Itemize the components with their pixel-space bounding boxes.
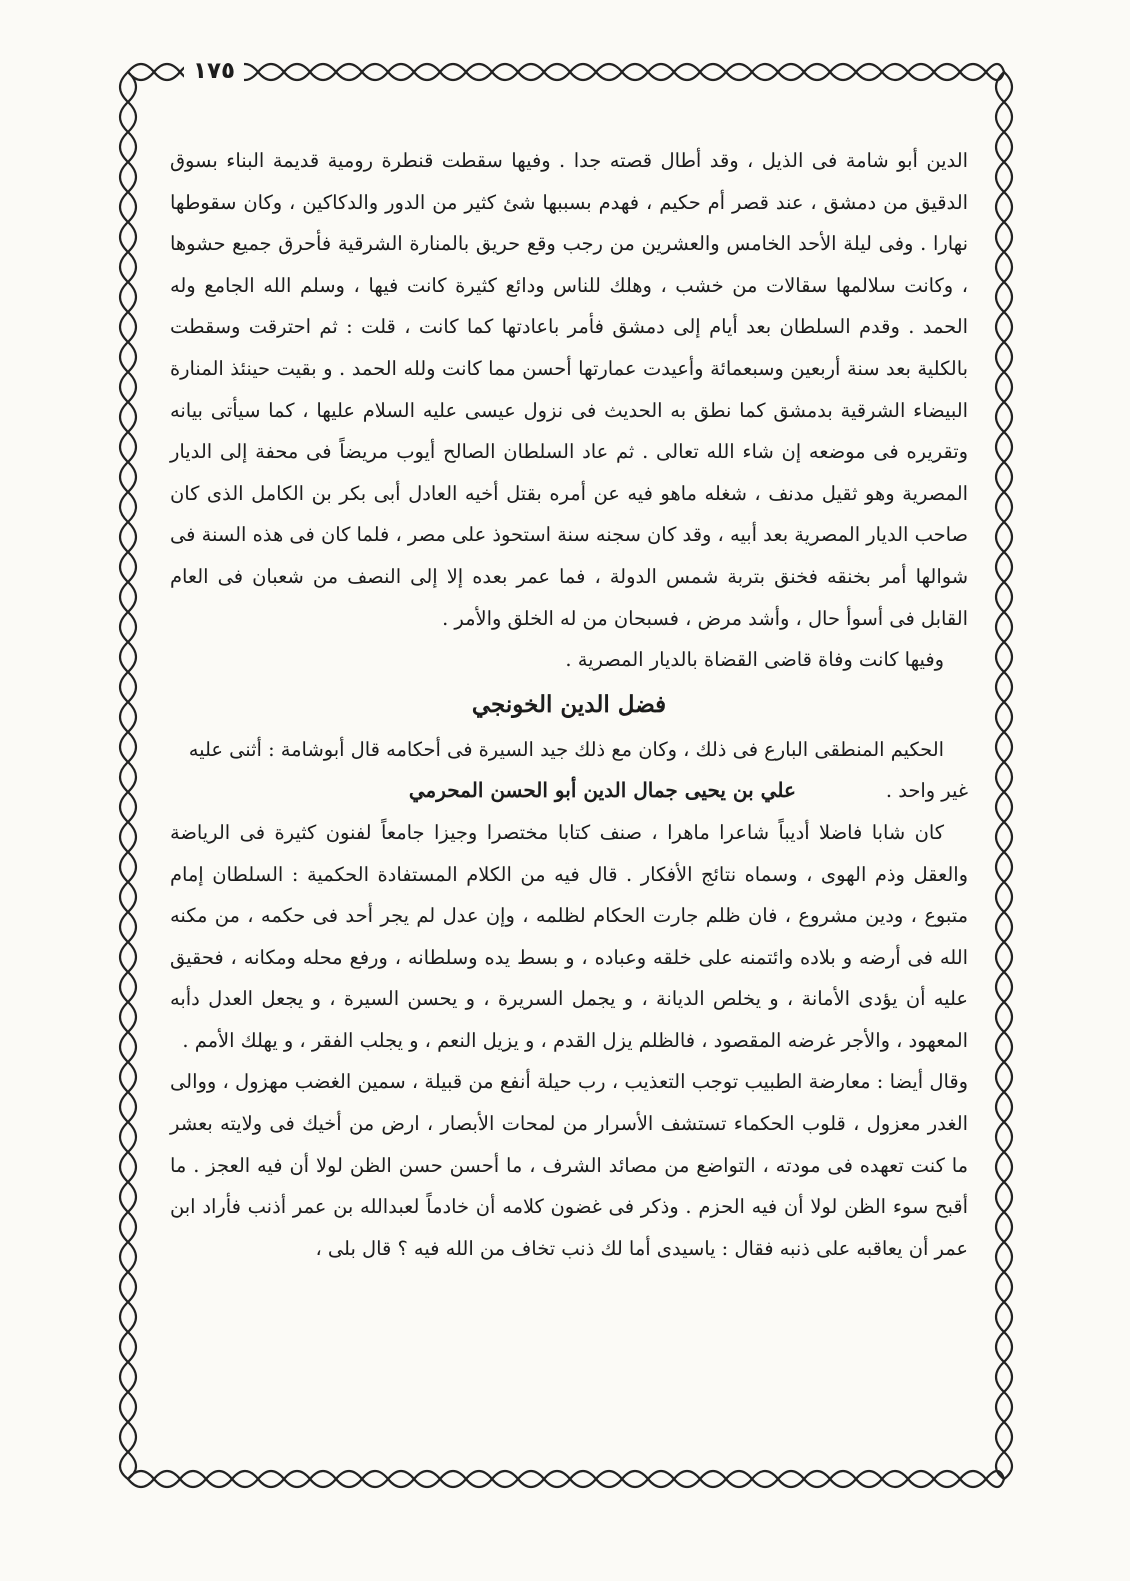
body-paragraph: كان شابا فاضلا أديباً شاعرا ماهرا ، صنف كتابا مختصرا وجيزا جامعاً لفنون كثيرة فى الرياضة والعقل وذم الهوى ، وسماه نتائج الأفكار . قال فيه من الكلام المستفادة الحكمية : السلطان إمام متبوع ، ودين مشروع ، فان ظلم جارت الحكام لظلمه ، وإن عدل لم يجر أحد فى حكمه ، من مكنه الله فى أرضه و بلاده وائتمنه على خلقه وعباده ، و بسط يده وسلطانه ، ورفع محله ومكانه ، فحقيق عليه أن يؤدى الأمانة ، و يخلص الديانة ، و يجمل السريرة ، و يحسن السيرة ، و يجعل العدل دأبه المعهود ، والأجر غرضه المقصود ، فالظلم يزل القدم ، و يزيل النعم ، و يجلب الفقر ، و يهلك الأمم . [170,820,968,1052]
split-line [170,770,968,812]
body-paragraph: الحكيم المنطقى البارع فى ذلك ، وكان مع ذلك جيد السيرة فى أحكامه قال أبوشامة : أثنى عليه [188,737,944,761]
page-number: ١٧٥ [184,56,244,86]
body-paragraph: وفيها كانت وفاة قاضى القضاة بالديار المصرية . [565,648,944,672]
line-tail-text: غير واحد . [885,779,968,803]
biography-subheading: علي بن يحيى جمال الدين أبو الحسن المحرمي [408,778,796,803]
body-paragraph: الدين أبو شامة فى الذيل ، وقد أطال قصته جدا . وفيها سقطت قنطرة رومية قديمة البناء بسوق الدقيق من دمشق ، عند قصر أم حكيم ، فهدم بسببها شئ كثير من الدور والدكاكين ، وكان سقوطها نهارا . وفى ليلة الأحد الخامس والعشرين من رجب وقع حريق بالمنارة الشرقية فأحرق جميع حشوها ، وكانت سلالمها سقالات من خشب ، وهلك للناس ودائع كثيرة كانت فيها ، وسلم الله الجامع وله الحمد . وقدم السلطان بعد أيام إلى دمشق فأمر باعادتها كما كانت ، قلت : ثم احترقت وسقطت بالكلية بعد سنة أربعين وسبعمائة وأعيدت عمارتها أحسن مما كانت ولله الحمد . و بقيت حينئذ المنارة البيضاء الشرقية بدمشق كما نطق به الحديث فى نزول عيسى عليه السلام عليها ، كما سيأتى بيانه وتقريره فى موضعه إن شاء الله تعالى . ثم عاد السلطان الصالح أيوب مريضاً فى محفة إلى الديار المصرية وهو ثقيل مدنف ، شغله ماهو فيه عن أمره بقتل أخيه العادل أبى بكر بن الكامل الذى كان صاحب الديار المصرية بعد أبيه ، وقد كان سجنه سنة استحوذ على مصر ، فلما كان فى هذه السنة فى شوالها أمر بخنقه فخنق بتربة شمس الدولة ، فما عمر بعده إلا إلى النصف من شعبان فى العام القابل فى أسوأ حال ، وأشد مرض ، فسبحان من له الخلق والأمر . [170,149,968,630]
page-body [170,140,968,1430]
body-paragraph: وقال أيضا : معارضة الطبيب توجب التعذيب ، رب حيلة أنفع من قبيلة ، سمين الغضب مهزول ، ووالى الغدر معزول ، قلوب الحكماء تستشف الأسرار من لمحات الأبصار ، ارض من أخيك فى ولايته بعشر ما كنت تعهده فى مودته ، التواضع من مصائد الشرف ، ما أحسن حسن الظن لولا أن فيه العجز . ما أقبح سوء الظن لولا أن فيه الحزم . وذكر فى غضون كلامه أن خادماً لعبدالله بن عمر أذنب فأراد ابن عمر أن يعاقبه على ذنبه فقال : ياسيدى أما لك ذنب تخاف من الله فيه ؟ قال بلى ، [170,1070,968,1260]
biography-heading: فضل الدين الخونجي [471,690,667,718]
